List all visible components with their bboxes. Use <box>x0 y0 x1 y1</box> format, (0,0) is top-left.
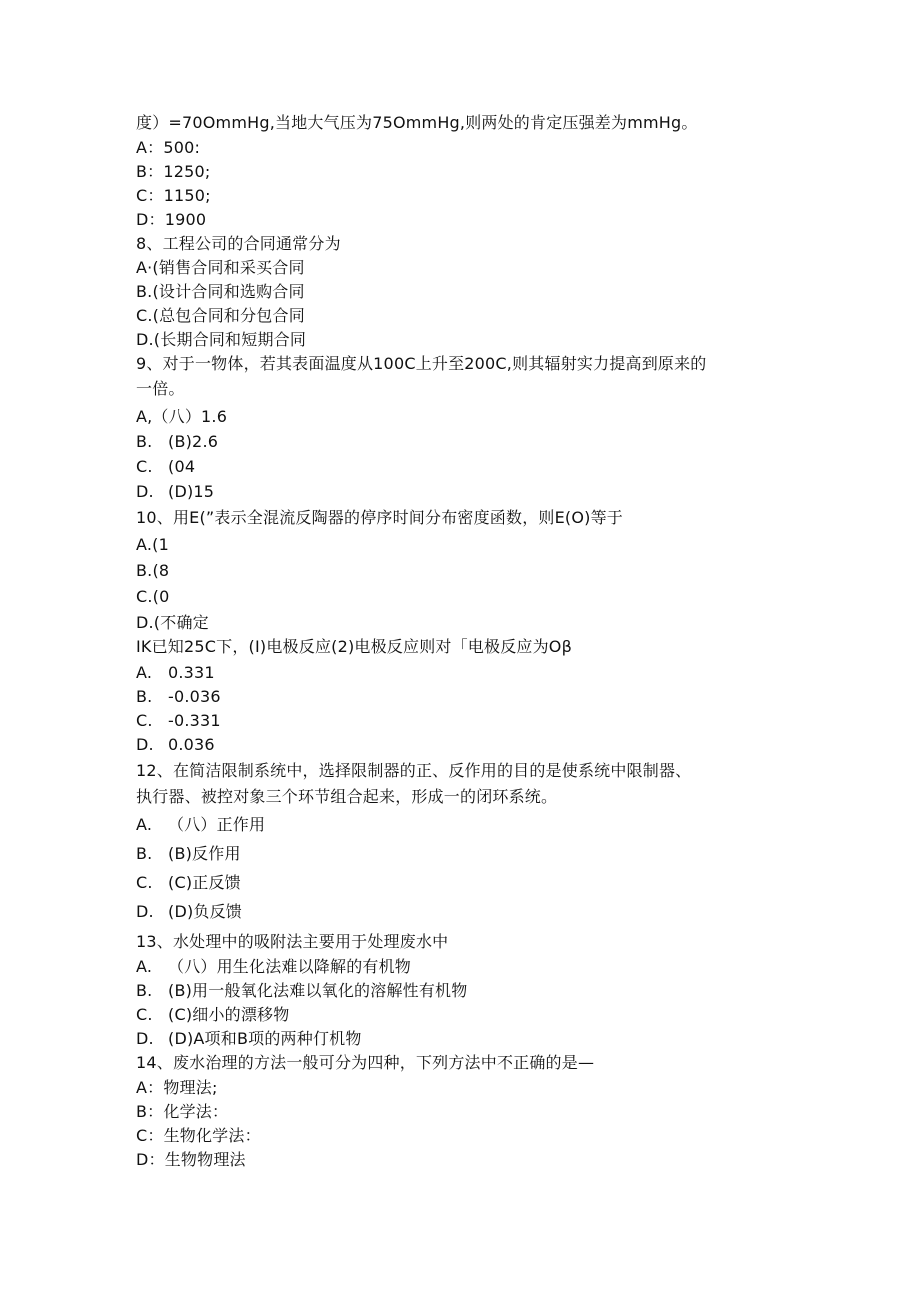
option-label: A. <box>136 957 153 976</box>
q14-option-c: C：生物化学法： <box>136 1126 261 1145</box>
q14-option-b: B：化学法： <box>136 1102 229 1121</box>
q9-option-b <box>136 431 218 453</box>
q7-option-b: B：1250; <box>136 162 211 181</box>
q9-option-c <box>136 456 195 478</box>
q8-option-b: B.(设计合同和选购合同 <box>136 282 305 301</box>
option-label: D. <box>136 902 154 921</box>
option-label: A. <box>136 663 153 682</box>
question-8: 8、工程公司的合同通常分为 <box>136 234 341 253</box>
q10-option-c: C.(0 <box>136 587 170 606</box>
q12-option-b <box>136 843 241 865</box>
q12-option-d <box>136 901 242 923</box>
option-label: B. <box>136 844 153 863</box>
option-text: （八）正作用 <box>168 815 266 834</box>
option-text: -0.036 <box>168 687 221 706</box>
option-label: C. <box>136 873 153 892</box>
q8-option-d: D.(长期合同和短期合同 <box>136 330 307 349</box>
q12-option-a <box>136 814 265 836</box>
option-text: (D)A项和B项的两种仃机物 <box>168 1029 362 1048</box>
option-text: -0.331 <box>168 711 221 730</box>
option-text: (C)正反馈 <box>168 873 241 892</box>
option-label: C. <box>136 1005 153 1024</box>
q12-option-c <box>136 872 241 894</box>
option-label: A. <box>136 815 153 834</box>
q7-option-c: C：1150; <box>136 186 211 205</box>
option-text: (D)15 <box>168 482 215 501</box>
option-label: B. <box>136 981 153 1000</box>
option-label: D. <box>136 735 154 754</box>
question-7-stem: 度）=70OmmHg,当地大气压为75OmmHg,则两处的肯定压强差为mmHg。 <box>136 113 698 132</box>
option-text: (C)细小的漂移物 <box>168 1005 290 1024</box>
option-label: B. <box>136 432 153 451</box>
option-label: C. <box>136 457 153 476</box>
q11-option-b <box>136 686 221 708</box>
option-text: （八）用生化法难以降解的有机物 <box>168 957 412 976</box>
q14-option-a: A：物理法; <box>136 1078 218 1097</box>
q10-option-a: A.(1 <box>136 535 169 554</box>
q13-option-d <box>136 1028 362 1050</box>
option-text: (B)2.6 <box>168 432 219 451</box>
option-label: D. <box>136 482 154 501</box>
option-text: 0.331 <box>168 663 215 682</box>
q10-option-b: B.(8 <box>136 561 170 580</box>
option-label: B. <box>136 687 153 706</box>
question-12-line-2: 执行器、被控对象三个环节组合起来，形成一的闭环系统。 <box>136 787 558 806</box>
q7-option-d: D：1900 <box>136 210 207 229</box>
q9-option-a: A,（八）1.6 <box>136 407 228 426</box>
option-label: C. <box>136 711 153 730</box>
option-text: (B)用一般氧化法难以氧化的溶解性有机物 <box>168 981 468 1000</box>
q10-option-d: D.(不确定 <box>136 613 209 632</box>
q13-option-a <box>136 956 411 978</box>
option-text: (04 <box>168 457 196 476</box>
q11-option-c <box>136 710 221 732</box>
option-text: (D)负反馈 <box>168 902 243 921</box>
q11-option-a <box>136 662 215 684</box>
q8-option-a: A·(销售合同和采买合同 <box>136 258 305 277</box>
q13-option-c <box>136 1004 289 1026</box>
q13-option-b <box>136 980 467 1002</box>
option-text: 0.036 <box>168 735 215 754</box>
q14-option-d: D：生物物理法 <box>136 1150 246 1169</box>
question-9-line-2: 一倍。 <box>136 379 185 398</box>
question-14: 14、废水治理的方法一般可分为四种，下列方法中不正确的是— <box>136 1053 595 1072</box>
question-9-line-1: 9、对于一物体，若其表面温度从100C上升至200C,则其辐射实力提高到原来的 <box>136 354 707 373</box>
option-text: (B)反作用 <box>168 844 241 863</box>
q11-option-d <box>136 734 215 756</box>
question-13: 13、水处理中的吸附法主要用于处理废水中 <box>136 932 449 951</box>
question-12-line-1: 12、在简洁限制系统中，选择限制器的正、反作用的目的是使系统中限制器、 <box>136 761 692 780</box>
q7-option-a: A：500: <box>136 138 201 157</box>
q8-option-c: C.(总包合同和分包合同 <box>136 306 305 325</box>
question-11: IK已知25C下，(I)电极反应(2)电极反应则对「电极反应为Oβ <box>136 637 573 656</box>
q9-option-d <box>136 481 214 503</box>
question-10: 10、用E(”表示全混流反陶器的停序时间分布密度函数，则E(O)等于 <box>136 508 623 527</box>
option-label: D. <box>136 1029 154 1048</box>
